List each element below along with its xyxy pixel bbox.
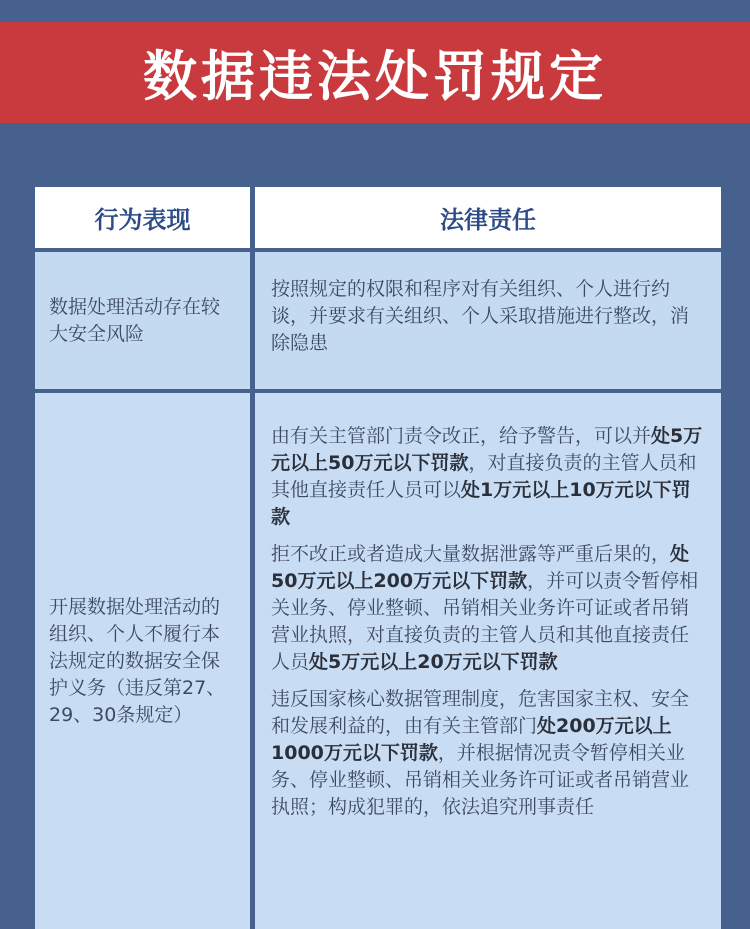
liability-paragraph — [271, 686, 707, 821]
row1-liability — [271, 276, 707, 357]
liability-text: 按照规定的权限和程序对有关组织、个人进行约谈，并要求有关组织、个人采取措施进行整改，消除隐患 — [271, 278, 690, 354]
row2-liability-cell — [255, 393, 721, 929]
liability-paragraph — [271, 276, 707, 357]
top-strip — [0, 0, 750, 22]
liability-text: 由有关主管部门责令改正，给予警告，可以并 — [271, 425, 652, 447]
liability-text: ，并可以责令暂停相关业务、停业整顿、吊销相关业务许可证或者吊销营业执照，对直接负责的主管人员和其他直接责任人员 — [271, 570, 699, 673]
row1-behavior-cell — [35, 252, 250, 389]
row2-behavior-cell — [35, 393, 250, 929]
penalty-amount: 处5万元以上20万元以下罚款 — [309, 651, 558, 673]
liability-text: ，对直接负责的主管人员和其他直接责任人员可以 — [271, 452, 697, 501]
liability-text: ，并根据情况责令暂停相关业务、停业整顿、吊销相关业务许可证或者吊销营业执照；构成犯罪的，依法追究刑事责任 — [271, 742, 690, 818]
liability-paragraph — [271, 541, 707, 676]
penalty-amount: 处5万元以上50万元以下罚款 — [271, 425, 703, 474]
penalty-amount: 处1万元以上10万元以下罚款 — [271, 479, 691, 528]
liability-text: 拒不改正或者造成大量数据泄露等严重后果的， — [271, 543, 671, 565]
row1-behavior: 数据处理活动存在较大安全风险 — [49, 295, 221, 345]
liability-paragraph — [271, 423, 707, 531]
header-liability: 法律责任 — [255, 187, 721, 248]
title-banner — [0, 22, 750, 123]
page-title: 数据违法处罚规定 — [143, 45, 607, 108]
row2-liability — [271, 423, 707, 821]
liability-text: 违反国家核心数据管理制度，危害国家主权、安全和发展利益的，由有关主管部门 — [271, 688, 690, 737]
row1-liability-cell — [255, 252, 721, 389]
penalty-amount: 处50万元以上200万元以下罚款 — [271, 543, 690, 592]
penalty-amount: 处200万元以上1000万元以下罚款 — [271, 715, 672, 764]
row2-behavior: 开展数据处理活动的组织、个人不履行本法规定的数据安全保护义务（违反第27、29、30条规定） — [49, 595, 226, 726]
header-behavior: 行为表现 — [35, 187, 250, 248]
